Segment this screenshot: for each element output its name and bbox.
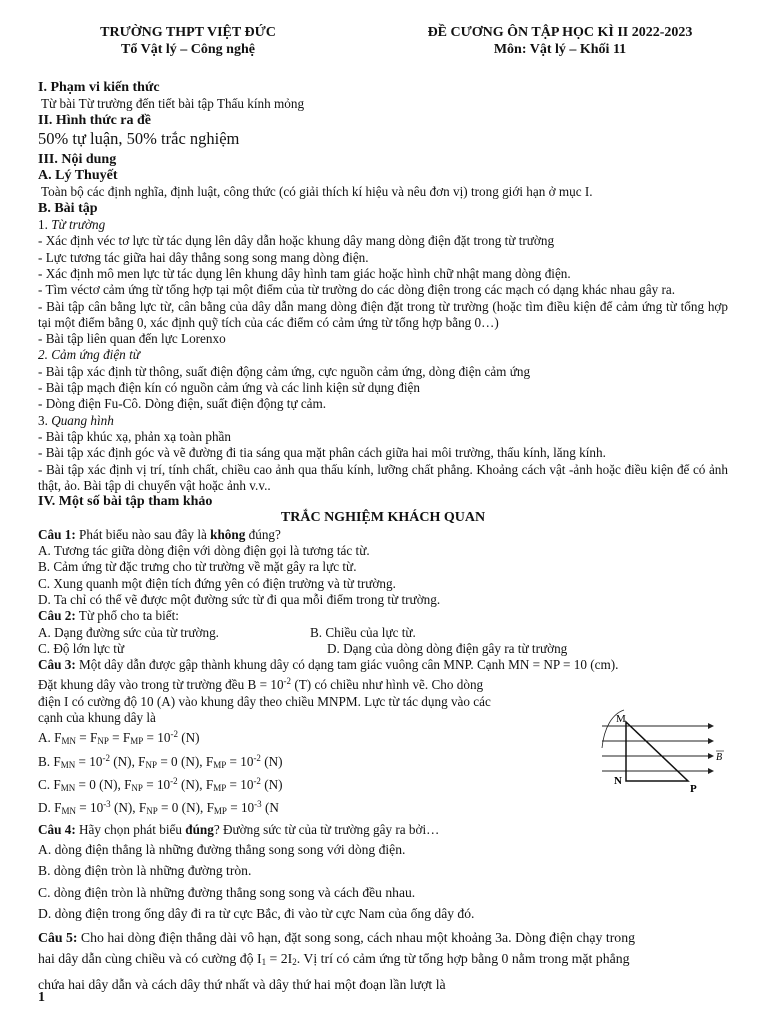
- question-text: Phát biểu nào sau đây là: [75, 526, 211, 542]
- theory-text: Toàn bộ các định nghĩa, định luật, công thức (có giải thích kí hiệu và nêu đơn vị) trong giới hạn ở mục I.: [41, 184, 593, 200]
- arrow-icon: [708, 768, 714, 774]
- triangle-frame: [626, 722, 688, 781]
- answer-option: A. $F_{MN} = F_{NP} = F_{MP} = 10^{-2}$ (N): [38, 729, 200, 747]
- answer-row: [38, 625, 728, 641]
- question-text: đúng?: [245, 526, 281, 542]
- question-text: Từ phổ cho ta biết:: [75, 608, 179, 624]
- page-number: 1: [38, 990, 45, 1005]
- question-5: [38, 927, 728, 949]
- section-1-text: Từ bài Từ trường đến tiết bài tập Thấu kính mỏng: [41, 96, 305, 112]
- topic-1-number: 1.: [38, 217, 48, 233]
- department: Tổ Vật lý – Công nghệ: [121, 42, 255, 57]
- document-title: ĐỀ CƯƠNG ÔN TẬP HỌC KÌ II 2022-2023: [427, 25, 693, 40]
- vertex-n-label: N: [614, 775, 622, 787]
- answer-option: C. dòng điện tròn là những đường thẳng song song và cách đều nhau.: [38, 884, 416, 900]
- field-lines: [602, 726, 708, 771]
- question-text: Một dây dẫn được gập thành khung dây có dạng tam giác vuông cân MNP. Cạnh MN = NP = 10 (cm).: [75, 657, 619, 673]
- topic-3-title: [38, 413, 728, 429]
- topic-3-item: - Bài tập xác định vị trí, tính chất, chiều cao ảnh qua thấu kính, lưỡng chất phẳng. Khoảng cách vật -ảnh hoặc điều kiện để có ảnh thật, ảo. Bài tập di chuyển vật hoặc ảnh v.v..: [38, 461, 728, 493]
- answer-option: A. dòng điện thẳng là những đường thẳng song song với dòng điện.: [38, 841, 406, 857]
- header-right: [410, 24, 710, 58]
- arrow-icon: [708, 738, 714, 744]
- vertex-m-label: M: [616, 713, 626, 725]
- question-text: Cho hai dòng điện thẳng dài vô hạn, đặt song song, cách nhau một khoảng 3a. Dòng điện chạy trong: [77, 929, 635, 945]
- header-left: [78, 24, 298, 58]
- question-emphasis: đúng: [185, 822, 214, 838]
- arrow-icon: [708, 723, 714, 729]
- topic-1-item: - Xác định mô men lực từ tác dụng lên khung dây hình tam giác hoặc hình chữ nhật mang dòng điện.: [38, 265, 571, 281]
- question-label: Câu 1:: [38, 526, 76, 542]
- question-4: [38, 822, 728, 838]
- topic-2-title: 2. Cảm ứng điện từ: [38, 347, 140, 363]
- question-emphasis: không: [210, 526, 246, 542]
- vertex-p-label: P: [690, 783, 697, 795]
- topic-2-item: - Dòng điện Fu-Cô. Dòng điện, suất điện động tự cảm.: [38, 396, 327, 412]
- section-3-heading: III. Nội dung: [38, 151, 117, 167]
- question-text: ? Đường sức từ của từ trường gây ra bởi…: [213, 822, 440, 838]
- question-label: Câu 4:: [38, 822, 76, 838]
- question-3: [38, 657, 728, 673]
- answer-option: D. dòng điện trong ống dây đi ra từ cực Bắc, đi vào từ cực Nam của ống dây đó.: [38, 906, 475, 922]
- topic-1-item: - Bài tập liên quan đến lực Lorenxo: [38, 331, 226, 347]
- topic-1-item: - Lực tương tác giữa hai dây thẳng song song mang dòng điện.: [38, 249, 369, 265]
- answer-option: B. $F_{MN} = 10^{-2}$ (N), $F_{NP} = 0$ (N), $F_{MP} = 10^{-2}$ (N): [38, 752, 283, 770]
- theory-heading: A. Lý Thuyết: [38, 168, 118, 184]
- question-label: Câu 5:: [38, 929, 78, 945]
- topic-3-number: 3.: [38, 412, 48, 428]
- document-body: [38, 80, 728, 995]
- topic-1-item: - Tìm véctơ cảm ứng từ tổng hợp tại một điểm của từ trường do các dòng điện trong các mạch có dạng khác nhau gây ra.: [38, 282, 676, 298]
- topic-3-item: - Bài tập khúc xạ, phản xạ toàn phần: [38, 428, 231, 444]
- subject-line: Môn: Vật lý – Khối 11: [493, 42, 627, 57]
- question-5-line: hai dây dẫn cùng chiều và có cường độ $I_1 = 2I_2$. Vị trí có cảm ứng từ tổng hợp bằng 0 nằm trong mặt phẳng: [38, 951, 630, 968]
- answer-option: D. Ta chỉ có thể vẽ được một đường sức từ đi qua mỗi điểm trong từ trường.: [38, 591, 441, 607]
- answer-option: C. Xung quanh một điện tích đứng yên có điện trường và từ trường.: [38, 575, 396, 591]
- question-3-line: Đặt khung dây vào trong từ trường đều $B = 10^{-2}$ (T) có chiều như hình vẽ. Cho dòng: [38, 676, 484, 693]
- question-2: [38, 608, 728, 624]
- magnetic-frame-figure: [598, 708, 728, 798]
- answer-option: B. Chiều của lực từ.: [310, 624, 416, 640]
- topic-2-item: - Bài tập mạch điện kín có nguồn cảm ứng và các linh kiện sử dụng điện: [38, 380, 420, 396]
- topic-1-item: - Xác định véc tơ lực từ tác dụng lên dây dẫn hoặc khung dây mang dòng điện đặt trong từ trường: [38, 233, 555, 249]
- topic-1-item: - Bài tập cân bằng lực từ, cân bằng của dây dẫn mang dòng điện đặt trong từ trường (hoặc tìm điều kiện để cảm ứng từ tổng hợp tại một điểm bằng 0, xác định quỹ tích của các điểm có cảm ứng từ tổng hợp bằng 0…): [38, 298, 728, 330]
- section-1-heading: I. Phạm vi kiến thức: [38, 80, 160, 95]
- section-2-text: 50% tự luận, 50% trắc nghiệm: [38, 128, 240, 148]
- quiz-title: TRẮC NGHIỆM KHÁCH QUAN: [280, 510, 486, 526]
- answer-option: B. Cảm ứng từ đặc trưng cho từ trường về mặt gây ra lực từ.: [38, 559, 357, 575]
- question-label: Câu 3:: [38, 657, 76, 673]
- field-arrowheads: [708, 723, 714, 774]
- question-1: [38, 527, 728, 543]
- answer-option: A. Tương tác giữa dòng điện với dòng điện gọi là tương tác từ.: [38, 543, 370, 559]
- answer-row: [38, 641, 728, 657]
- topic-1-name: Từ trường: [51, 217, 106, 233]
- answer-option: B. dòng điện tròn là những đường tròn.: [38, 863, 252, 879]
- answer-option: D. Dạng của dòng dòng điện gây ra từ trường: [327, 640, 568, 656]
- topic-3-item: - Bài tập xác định góc và vẽ đường đi tia sáng qua mặt phân cách giữa hai môi trường, thấu kính, lăng kính.: [38, 445, 606, 461]
- question-text: Hãy chọn phát biểu: [75, 822, 186, 838]
- exercise-heading: B. Bài tập: [38, 200, 98, 216]
- arrow-icon: [708, 753, 714, 759]
- topic-2-item: - Bài tập xác định từ thông, suất điện động cảm ứng, cực nguồn cảm ứng, dòng điện cảm ứng: [38, 363, 531, 379]
- question-5-line: chứa hai dây dẫn và cách dây thứ nhất và dây thứ hai một đoạn lần lượt là: [38, 976, 446, 992]
- answer-option: C. Độ lớn lực từ: [38, 640, 125, 656]
- section-4-heading: IV. Một số bài tập tham khảo: [38, 494, 213, 510]
- question-3-line: điện I có cường độ 10 (A) vào khung dây theo chiều MNPM. Lực từ tác dụng vào các: [38, 693, 491, 709]
- section-2-heading: II. Hình thức ra đề: [38, 112, 152, 128]
- answer-option: C. $F_{MN} = 0$ (N), $F_{NP} = 10^{-2}$ (N), $F_{MP} = 10^{-2}$ (N): [38, 775, 283, 793]
- answer-option: A. Dạng đường sức của từ trường.: [38, 624, 219, 640]
- question-3-line: cạnh của khung dây là: [38, 709, 156, 725]
- field-b-label: B: [716, 752, 723, 763]
- topic-1-title: [38, 217, 728, 233]
- school-name: TRƯỜNG THPT VIỆT ĐỨC: [100, 25, 276, 40]
- question-label: Câu 2:: [38, 608, 76, 624]
- answer-option: D. $F_{MN} = 10^{-3}$ (N), $F_{NP} = 0$ (N), $F_{MP} = 10^{-3}$ (N: [38, 799, 279, 817]
- topic-3-name: Quang hình: [51, 412, 114, 428]
